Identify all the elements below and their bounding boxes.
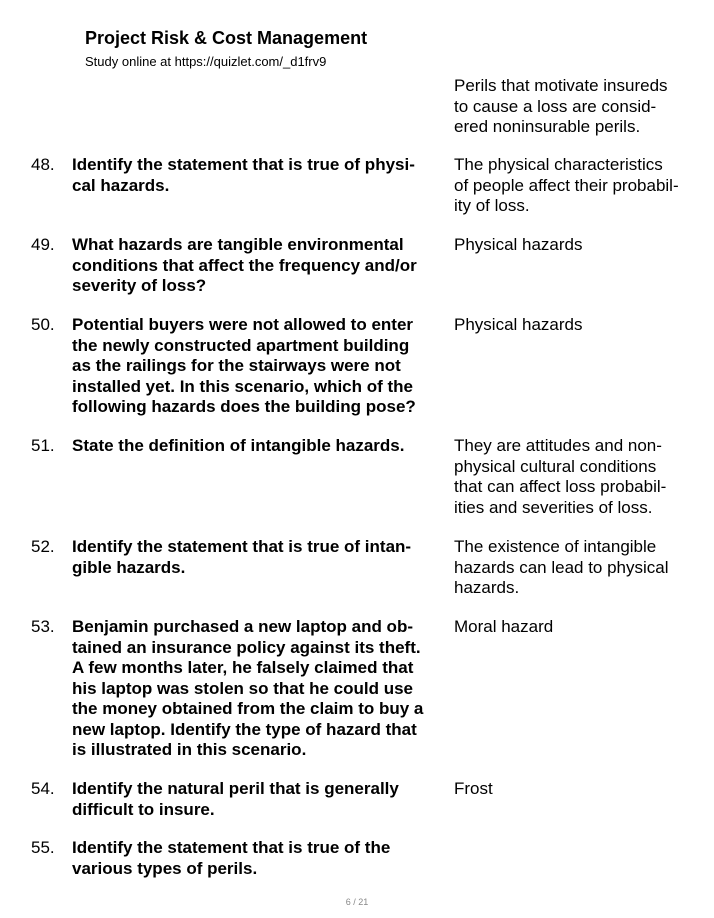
answer-line: Frost [454,779,493,798]
question-line: conditions that affect the frequency and/or [72,255,417,275]
question-line: State the definition of intangible hazards. [72,436,405,455]
question-text [72,617,454,761]
question-line: the money obtained from the claim to buy a [72,699,424,718]
question-line: A few months later, he falsely claimed that [72,658,414,677]
question-line: installed yet. In this scenario, which of the [72,376,414,396]
item-number: 51. [31,436,55,455]
answer-line: Physical hazards [454,315,583,334]
answer-line: The physical characteristics [454,155,663,174]
question-line: as the railings for the stairways were not [72,356,401,375]
answer-line: Physical hazards [454,235,583,254]
question-text [72,838,454,879]
question-line: Benjamin purchased a new laptop and ob- [72,617,413,636]
item-number: 53. [31,617,55,636]
question-text [72,155,454,196]
study-link-text: Study online at https://quizlet.com/_d1frv9 [85,54,327,69]
item-number: 48. [31,155,55,174]
question-line: severity of loss? [72,276,207,295]
answer-text [454,436,706,518]
question-line: various types of perils. [72,858,258,878]
question-line: Identify the statement that is true of physi- [72,155,415,174]
answer-line: They are attitudes and non- [454,436,662,455]
item-number: 55. [31,838,55,857]
item-number: 52. [31,537,55,556]
answer-text [454,537,706,599]
answer-line: that can affect loss probabil- [454,477,667,496]
answer-line: hazards. [454,578,520,597]
answer-line: ities and severities of loss. [454,497,653,517]
answer-line: ered noninsurable perils. [454,117,641,136]
answer-text [454,155,706,217]
answer-text [454,617,706,638]
answer-line: of people affect their probabil- [454,175,679,195]
page-number: 6 / 21 [345,897,369,907]
question-text [72,315,454,418]
question-line: following hazards does the building pose? [72,397,416,416]
answer-text [454,235,706,256]
question-line: the newly constructed apartment building [72,335,410,355]
question-line: new laptop. Identify the type of hazard that [72,719,417,739]
item-number: 54. [31,779,55,798]
question-line: gible hazards. [72,557,186,577]
question-line: difficult to insure. [72,799,215,819]
answer-text [454,315,706,336]
answer-line: Perils that motivate insureds [454,76,668,95]
question-line: cal hazards. [72,175,170,195]
question-line: Identify the statement that is true of the [72,838,391,857]
question-line: Potential buyers were not allowed to enter [72,315,414,334]
question-line: tained an insurance policy against its theft. [72,637,421,657]
question-line: Identify the statement that is true of intan- [72,537,412,556]
item-number: 49. [31,235,55,254]
question-line: his laptop was stolen so that he could use [72,678,413,698]
item-number: 50. [31,315,55,334]
question-line: What hazards are tangible environmental [72,235,404,254]
question-text [72,779,454,820]
answer-text [454,779,706,800]
answer-line: ity of loss. [454,196,530,215]
page-title: Project Risk & Cost Management [85,28,368,48]
question-text [72,235,454,297]
answer-line: The existence of intangible [454,537,657,556]
question-line: is illustrated in this scenario. [72,740,307,759]
answer-line: hazards can lead to physical [454,557,669,577]
question-line: Identify the natural peril that is generally [72,779,399,798]
carryover-answer [454,76,706,138]
question-text [72,436,454,457]
question-text [72,537,454,578]
answer-line: to cause a loss are consid- [454,96,657,116]
answer-line: physical cultural conditions [454,456,657,476]
answer-line: Moral hazard [454,617,554,636]
